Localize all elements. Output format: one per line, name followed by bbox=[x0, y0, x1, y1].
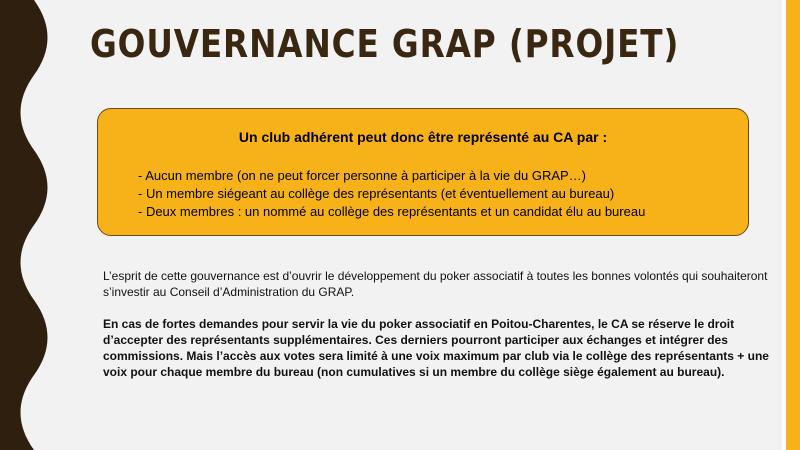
slide-title: GOUVERNANCE GRAP (PROJET) bbox=[90, 22, 680, 66]
box-heading: Un club adhérent peut donc être représenté au CA par : bbox=[238, 129, 608, 145]
wavy-border-decoration bbox=[0, 0, 60, 450]
representation-options-list bbox=[138, 167, 645, 221]
list-item: - Un membre siégeant au collège des représentants (et éventuellement au bureau) bbox=[138, 186, 615, 201]
representation-box bbox=[97, 108, 749, 236]
list-item: - Deux membres : un nommé au collège des représentants et un candidat élu au bureau bbox=[138, 204, 646, 219]
details-paragraph: En cas de fortes demandes pour servir la vie du poker associatif en Poitou-Charentes, le CA se réserve le droit d’accepter des représentants supplémentaires. Ces derniers pourront participer aux échanges et intégrer des commissions. Mais l’accès aux votes sera limité à une voix maximum par club via le collège des représentants + une voix pour chaque membre du bureau (non cumulatives si un membre du collège siège également au bureau). bbox=[103, 317, 769, 379]
list-item: - Aucun membre (on ne peut forcer personne à participer à la vie du GRAP…) bbox=[138, 168, 586, 183]
intro-paragraph: L’esprit de cette gouvernance est d’ouvrir le développement du poker associatif à toutes les bonnes volontés qui souhaiteront s’investir au Conseil d’Administration du GRAP. bbox=[103, 269, 768, 299]
right-accent-bar bbox=[786, 0, 800, 450]
